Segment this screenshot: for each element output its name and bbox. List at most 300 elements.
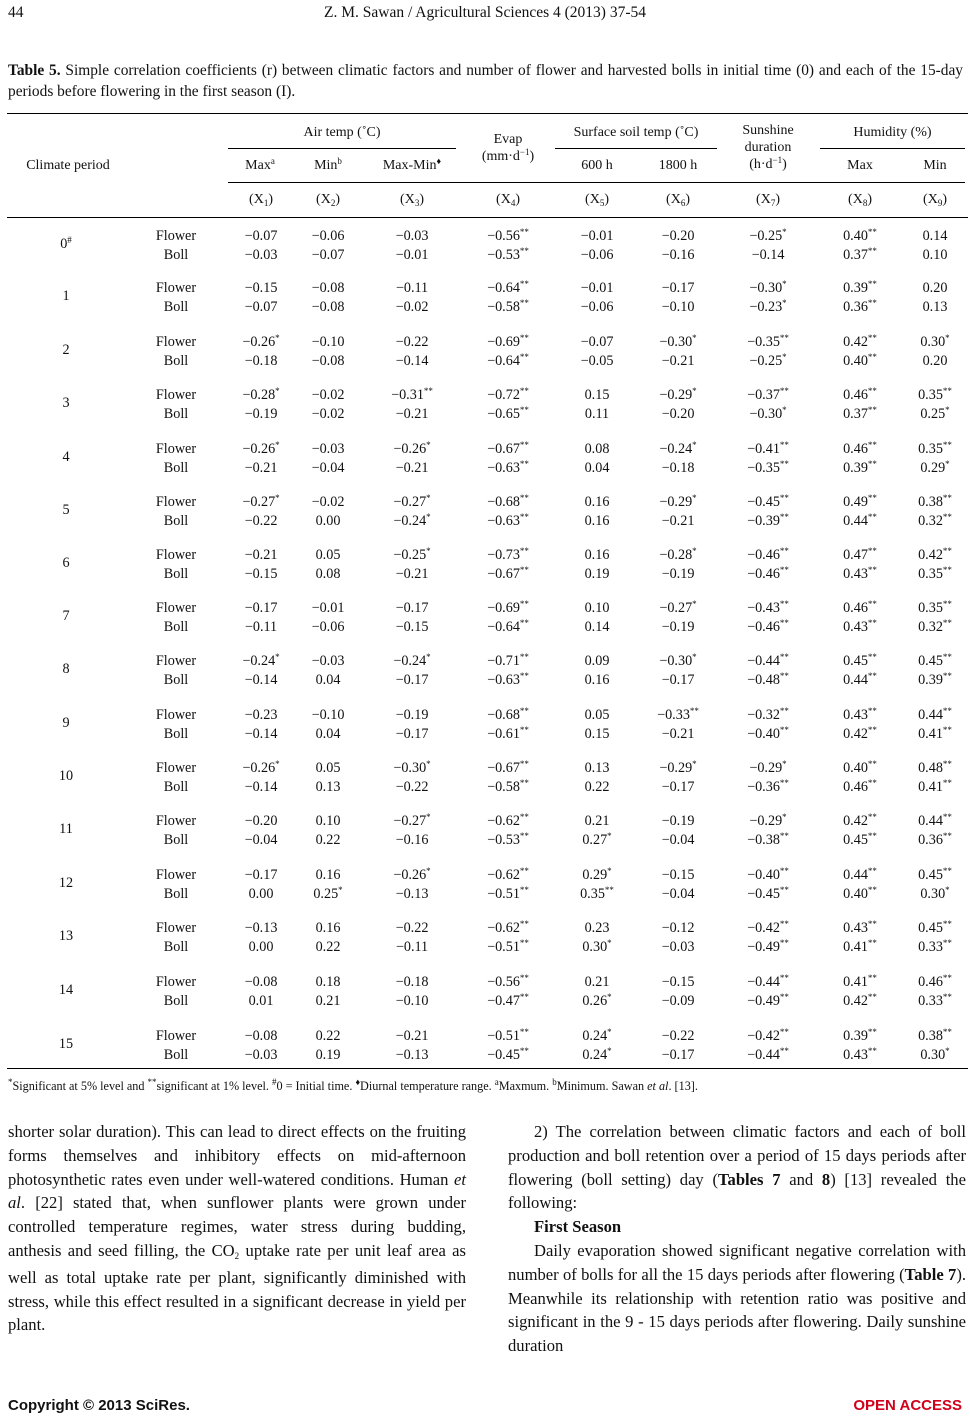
header-max: Max$^a$ — [245, 156, 275, 173]
table-cell: 0.27* — [582, 830, 612, 848]
table-cell: −0.03 — [661, 938, 695, 955]
table-cell: −0.25* — [393, 546, 431, 563]
period-label: 7 — [62, 608, 70, 624]
table-cell: −0.12 — [661, 920, 695, 936]
table-cell: 0.10 — [922, 246, 948, 263]
table-cell: −0.51** — [487, 884, 529, 902]
table-cell: −0.46** — [747, 617, 789, 635]
table-cell: 0.19 — [315, 1046, 341, 1063]
table-cell: −0.67** — [487, 759, 529, 776]
table-cell: 0.20 — [922, 280, 948, 296]
table-footnote: *Significant at 5% level and **significant at 1% level. #0 = Initial time. ♦Diurnal temperature range. $^a$Maxmum. $^b$Minimum. Sawan et al. [13]. — [8, 1077, 698, 1093]
table-cell: 0.44** — [843, 670, 877, 688]
x-label: $(X_3)$ — [400, 192, 424, 208]
table-cell: −0.22 — [395, 334, 429, 350]
table-cell: 0.16 — [584, 547, 610, 563]
table-cell: −0.06 — [311, 618, 345, 635]
table-cell: −0.14 — [395, 352, 429, 369]
boll-row-label: Boll — [163, 565, 189, 582]
right-paragraph-2: Daily evaporation showed significant negative correlation with number of bolls for all the 15 days periods after flowering (Table 7). Meanwhile its relationship with retention ratio was positive and significant in the 9 - 15 days periods after flowering. Daily sunshine duration — [508, 1240, 966, 1356]
table-cell: 0.39** — [843, 279, 877, 296]
table-cell: −0.33** — [657, 706, 699, 723]
running-head — [0, 4, 970, 24]
table-cell: −0.08 — [311, 280, 345, 296]
table-cell: −0.21 — [661, 352, 695, 369]
table-cell: −0.58** — [487, 297, 529, 315]
table-header-rule — [7, 217, 968, 218]
boll-row-label: Boll — [163, 1046, 189, 1063]
table-cell: −0.18 — [244, 352, 278, 369]
flower-row-label: Flower — [155, 707, 197, 723]
boll-row-label: Boll — [163, 298, 189, 315]
table-cell: −0.71** — [487, 652, 529, 669]
flower-row-label: Flower — [155, 228, 197, 244]
table-cell: 0.25* — [313, 884, 343, 902]
table-cell: −0.22 — [244, 512, 278, 529]
period-label: 1 — [62, 288, 70, 304]
table-cell: 0.35** — [918, 386, 952, 403]
table-cell: 0.10 — [315, 813, 341, 829]
table-cell: −0.42** — [747, 919, 789, 936]
table-cell: 0.08 — [584, 441, 610, 457]
table-cell: −0.64** — [487, 617, 529, 635]
x-label: $(X_9)$ — [923, 192, 947, 208]
table-cell: 0.45** — [843, 830, 877, 848]
table-cell: −0.29* — [749, 759, 787, 776]
table-cell: −0.10 — [661, 298, 695, 315]
table-cell: 0.00 — [315, 512, 341, 529]
boll-row-label: Boll — [163, 885, 189, 902]
table-cell: −0.04 — [661, 831, 695, 848]
table-cell: −0.67** — [487, 440, 529, 457]
table-cell: −0.11 — [395, 938, 429, 955]
table-cell: −0.11 — [244, 618, 278, 635]
table-cell: −0.63** — [487, 511, 529, 529]
table-cell: −0.10 — [311, 707, 345, 723]
flower-row-label: Flower — [155, 920, 197, 936]
table-cell: 0.30* — [920, 333, 950, 350]
boll-row-label: Boll — [163, 992, 189, 1009]
period-label: 3 — [62, 395, 70, 411]
boll-row-label: Boll — [163, 405, 189, 422]
table-cell: −0.04 — [311, 459, 345, 476]
table-cell: −0.19 — [661, 565, 695, 582]
table-cell: −0.32** — [747, 706, 789, 723]
table-cell: −0.56** — [487, 973, 529, 990]
period-label: 6 — [62, 555, 70, 571]
table-cell: −0.53** — [487, 245, 529, 263]
table-cell: 0.25* — [920, 404, 950, 422]
table-cell: −0.17 — [661, 671, 695, 688]
table-cell: −0.08 — [244, 974, 278, 990]
x-label: $(X_8)$ — [848, 192, 872, 208]
flower-row-label: Flower — [155, 1028, 197, 1044]
table-cell: −0.26* — [242, 333, 280, 350]
table-cell: −0.15 — [395, 618, 429, 635]
table-cell: −0.21 — [395, 405, 429, 422]
section-heading: First Season — [534, 1217, 622, 1237]
table-cell: −0.01 — [395, 246, 429, 263]
table-cell: −0.44** — [747, 1045, 789, 1063]
table-cell: −0.26* — [242, 759, 280, 776]
table-cell: −0.19 — [661, 813, 695, 829]
flower-row-label: Flower — [155, 653, 197, 669]
table-cell: 0.24* — [582, 1027, 612, 1044]
table-cell: −0.43** — [747, 599, 789, 616]
table-cell: 0.42** — [843, 991, 877, 1009]
table-cell: 0.39** — [843, 1027, 877, 1044]
table-cell: −0.30* — [393, 759, 431, 776]
boll-row-label: Boll — [163, 671, 189, 688]
table-cell: 0.33** — [918, 937, 952, 955]
boll-row-label: Boll — [163, 831, 189, 848]
soil-temp-rule — [555, 148, 717, 149]
table-cell: 0.18 — [315, 974, 341, 990]
table-cell: 0.42** — [843, 812, 877, 829]
table-cell: −0.11 — [395, 280, 429, 296]
table-cell: −0.27* — [393, 812, 431, 829]
table-cell: −0.46** — [747, 546, 789, 563]
table-cell: −0.38** — [747, 830, 789, 848]
table-cell: −0.36** — [747, 777, 789, 795]
boll-row-label: Boll — [163, 725, 189, 742]
table-cell: 0.04 — [584, 459, 610, 476]
period-label: 4 — [62, 449, 70, 465]
table-cell: −0.28* — [242, 386, 280, 403]
table-cell: −0.17 — [395, 600, 429, 616]
table-cell: −0.69** — [487, 333, 529, 350]
table-cell: −0.23 — [244, 707, 278, 723]
table-cell: −0.65** — [487, 404, 529, 422]
table-cell: 0.21 — [584, 813, 610, 829]
right-paragraph-1: 2) The correlation between climatic factors and each of boll production and boll retention over a period of 15 days periods after flowering (boll setting) day (Tables 7 and 8) [13] revealed the following: — [508, 1122, 966, 1213]
table-cell: −0.30* — [749, 279, 787, 296]
period-label: 0# — [60, 235, 72, 252]
table-cell: −0.37** — [747, 386, 789, 403]
humidity-rule — [820, 148, 965, 149]
table-cell: 0.16 — [584, 494, 610, 510]
table-cell: −0.61** — [487, 724, 529, 742]
period-label: 8 — [62, 661, 70, 677]
table-cell: 0.22 — [315, 1028, 341, 1044]
table-cell: 0.05 — [584, 707, 610, 723]
table-cell: 0.16 — [584, 512, 610, 529]
table-cell: −0.26* — [242, 440, 280, 457]
table-cell: 0.46** — [843, 777, 877, 795]
table-cell: 0.35** — [918, 599, 952, 616]
table-cell: −0.15 — [244, 280, 278, 296]
table-cell: −0.10 — [395, 992, 429, 1009]
table-cell: −0.25* — [749, 227, 787, 244]
table-cell: −0.10 — [311, 334, 345, 350]
table-cell: 0.09 — [584, 653, 610, 669]
table-cell: 0.49** — [843, 493, 877, 510]
table-cell: −0.17 — [661, 280, 695, 296]
table-cell: 0.16 — [315, 867, 341, 883]
table-cell: −0.45** — [747, 884, 789, 902]
table-cell: −0.30* — [659, 333, 697, 350]
table-top-rule — [7, 113, 968, 114]
table-cell: −0.21 — [661, 725, 695, 742]
boll-row-label: Boll — [163, 512, 189, 529]
table-cell: −0.17 — [661, 778, 695, 795]
table-cell: 0.37** — [843, 245, 877, 263]
x-label: $(X_5)$ — [585, 192, 609, 208]
period-label: 14 — [58, 982, 74, 998]
table-cell: −0.63** — [487, 458, 529, 476]
table-cell: −0.02 — [311, 494, 345, 510]
table-cell: −0.28* — [659, 546, 697, 563]
table-cell: 0.41** — [918, 777, 952, 795]
table-cell: −0.18 — [395, 974, 429, 990]
table-cell: −0.51** — [487, 937, 529, 955]
table-cell: −0.31** — [391, 386, 433, 403]
table-cell: 0.23 — [584, 920, 610, 936]
x-label: $(X_1)$ — [249, 192, 273, 208]
period-label: 11 — [59, 821, 73, 837]
flower-row-label: Flower — [155, 387, 197, 403]
table-cell: −0.13 — [395, 885, 429, 902]
table-cell: −0.03 — [244, 246, 278, 263]
table-cell: −0.07 — [244, 298, 278, 315]
table-cell: −0.13 — [244, 920, 278, 936]
boll-row-label: Boll — [163, 778, 189, 795]
header-humidity: Humidity (%) — [853, 125, 932, 140]
table-cell: 0.44** — [918, 812, 952, 829]
table-cell: 0.24* — [582, 1045, 612, 1063]
table-cell: 0.32** — [918, 617, 952, 635]
table-cell: −0.04 — [244, 831, 278, 848]
table-cell: 0.30* — [920, 1045, 950, 1063]
boll-row-label: Boll — [163, 352, 189, 369]
table-cell: 0.15 — [584, 387, 610, 403]
table-cell: 0.33** — [918, 991, 952, 1009]
table-cell: 0.37** — [843, 404, 877, 422]
table-cell: 0.08 — [315, 565, 341, 582]
table-cell: −0.18 — [661, 459, 695, 476]
table-cell: −0.63** — [487, 670, 529, 688]
header-hum-min: Min — [923, 158, 947, 173]
flower-row-label: Flower — [155, 867, 197, 883]
table-cell: −0.13 — [395, 1046, 429, 1063]
table-cell: 0.16 — [315, 920, 341, 936]
flower-row-label: Flower — [155, 494, 197, 510]
header-soil-temp: Surface soil temp (˚C) — [573, 125, 699, 140]
table-cell: −0.14 — [244, 671, 278, 688]
table-cell: −0.21 — [661, 512, 695, 529]
table-cell: −0.67** — [487, 564, 529, 582]
table-cell: −0.14 — [244, 725, 278, 742]
flower-row-label: Flower — [155, 441, 197, 457]
table-cell: 0.40** — [843, 759, 877, 776]
table-cell: −0.08 — [311, 352, 345, 369]
table-cell: −0.72** — [487, 386, 529, 403]
table-cell: 0.13 — [922, 298, 948, 315]
period-label: 5 — [62, 502, 70, 518]
table-cell: 0.21 — [315, 992, 341, 1009]
boll-row-label: Boll — [163, 246, 189, 263]
table-cell: −0.51** — [487, 1027, 529, 1044]
table-cell: 0.40** — [843, 884, 877, 902]
table-cell: 0.36** — [918, 830, 952, 848]
table-cell: 0.44** — [918, 706, 952, 723]
table-cell: 0.19 — [584, 565, 610, 582]
table-cell: −0.27* — [659, 599, 697, 616]
left-column — [8, 1120, 466, 1337]
left-paragraph: shorter solar duration). This can lead to direct effects on the fruiting forms themselves and inhibitory effects on mid-afternoon photosynthetic rates even under well-watered conditions. Human et al. [22] stated that, when sunflower plants were grown under controlled temperature regimes, water stress during budding, anthesis and seed filling, the $CO_2$ uptake rate per unit leaf area as well as total uptake rate per plant, significantly diminished with stress, while this effect resulted in a significant decrease in yield per plant. — [8, 1122, 466, 1335]
boll-row-label: Boll — [163, 459, 189, 476]
table-cell: −0.49** — [747, 991, 789, 1009]
table-cell: −0.03 — [244, 1046, 278, 1063]
xlabel-rule — [228, 182, 965, 183]
table-cell: 0.22 — [315, 831, 341, 848]
x-label: $(X_7)$ — [756, 192, 780, 208]
table-7-ref: Table 7 — [904, 1264, 957, 1284]
table-cell: −0.07 — [580, 334, 614, 350]
table-cell: −0.29* — [749, 812, 787, 829]
table-cell: −0.22 — [395, 778, 429, 795]
table-cell: −0.29* — [659, 759, 697, 776]
boll-row-label: Boll — [163, 618, 189, 635]
table-cell: −0.68** — [487, 493, 529, 510]
table-cell: 0.43** — [843, 564, 877, 582]
air-temp-rule — [228, 148, 456, 149]
table-cell: 0.35** — [918, 440, 952, 457]
table-cell: −0.41** — [747, 440, 789, 457]
table-cell: 0.46** — [843, 599, 877, 616]
table-cell: −0.19 — [395, 707, 429, 723]
table-cell: 0.21 — [584, 974, 610, 990]
table-cell: −0.01 — [580, 228, 614, 244]
table-cell: 0.35** — [918, 564, 952, 582]
table-cell: −0.17 — [244, 600, 278, 616]
table-cell: −0.17 — [244, 867, 278, 883]
header-max-min: Max-Min♦ — [382, 156, 442, 173]
table-cell: 0.43** — [843, 706, 877, 723]
table-cell: 0.38** — [918, 493, 952, 510]
table-cell: −0.24* — [242, 652, 280, 669]
table-cell: −0.73** — [487, 546, 529, 563]
table-cell: −0.02 — [311, 387, 345, 403]
table-cell: −0.05 — [580, 352, 614, 369]
table-cell: 0.11 — [584, 405, 610, 422]
header-climate-period: Climate period — [26, 158, 110, 173]
header-1800h: 1800 h — [658, 158, 698, 173]
table-cell: −0.40** — [747, 866, 789, 883]
table-cell: 0.05 — [315, 760, 341, 776]
table-cell: −0.26* — [393, 866, 431, 883]
table-cell: −0.07 — [311, 246, 345, 263]
table-cell: −0.39** — [747, 511, 789, 529]
table-cell: 0.44** — [843, 866, 877, 883]
period-label: 10 — [58, 768, 74, 784]
table-cell: −0.64** — [487, 351, 529, 369]
table-cell: 0.38** — [918, 1027, 952, 1044]
table-cell: 0.40** — [843, 227, 877, 244]
table-caption — [8, 60, 963, 102]
table-cell: −0.16 — [395, 831, 429, 848]
table-cell: 0.36** — [843, 297, 877, 315]
table-cell: 0.35** — [580, 884, 614, 902]
journal-citation: Z. M. Sawan / Agricultural Sciences 4 (2013) 37-54 — [324, 4, 646, 21]
table-cell: 0.41** — [918, 724, 952, 742]
table-cell: −0.21 — [395, 565, 429, 582]
table-cell: 0.39** — [918, 670, 952, 688]
period-label: 9 — [62, 715, 70, 731]
table-cell: −0.09 — [661, 992, 695, 1009]
table-cell: 0.00 — [248, 938, 274, 955]
table-cell: 0.05 — [315, 547, 341, 563]
tables-7-ref: Tables 7 — [717, 1169, 781, 1189]
table-cell: 0.00 — [248, 885, 274, 902]
table-cell: 0.26* — [582, 991, 612, 1009]
table-cell: −0.03 — [311, 653, 345, 669]
table-cell: −0.16 — [661, 246, 695, 263]
header-hum-max: Max — [847, 158, 873, 173]
table-cell: 0.15 — [584, 725, 610, 742]
table-cell: 0.29* — [582, 866, 612, 883]
table-cell: −0.30* — [749, 404, 787, 422]
period-label: 15 — [58, 1036, 74, 1052]
table-cell: 0.30* — [582, 937, 612, 955]
table-cell: −0.30* — [659, 652, 697, 669]
table-cell: 0.10 — [584, 600, 610, 616]
flower-row-label: Flower — [155, 974, 197, 990]
table-cell: 0.30* — [920, 884, 950, 902]
table-cell: −0.24* — [393, 511, 431, 529]
table-cell: −0.01 — [311, 600, 345, 616]
table-cell: −0.35** — [747, 458, 789, 476]
table-cell: −0.26* — [393, 440, 431, 457]
table-cell: −0.27* — [242, 493, 280, 510]
period-label: 12 — [58, 875, 74, 891]
flower-row-label: Flower — [155, 280, 197, 296]
table-cell: 0.20 — [922, 352, 948, 369]
header-evap: Evap $(mm\cdot d^{-1})$ — [481, 132, 535, 164]
table-cell: −0.49** — [747, 937, 789, 955]
header-min: Min$^b$ — [314, 156, 342, 173]
table-bottom-rule — [7, 1068, 968, 1069]
table-cell: −0.25* — [749, 351, 787, 369]
footer-open-access: OPEN ACCESS — [853, 1397, 962, 1414]
table-cell: −0.15 — [661, 867, 695, 883]
table-cell: 0.14 — [922, 228, 948, 244]
table-cell: −0.29* — [659, 493, 697, 510]
table-cell: 0.04 — [315, 671, 341, 688]
table-cell: −0.01 — [580, 280, 614, 296]
table-cell: −0.20 — [661, 405, 695, 422]
table-cell: −0.23* — [749, 297, 787, 315]
table-cell: −0.62** — [487, 919, 529, 936]
table-cell: −0.17 — [395, 725, 429, 742]
table-cell: 0.47** — [843, 546, 877, 563]
table-cell: −0.04 — [661, 885, 695, 902]
table-cell: −0.53** — [487, 830, 529, 848]
table-cell: −0.21 — [395, 1028, 429, 1044]
table-cell: 0.01 — [248, 992, 274, 1009]
table-cell: −0.35** — [747, 333, 789, 350]
table-cell: 0.46** — [843, 386, 877, 403]
flower-row-label: Flower — [155, 334, 197, 350]
table-cell: −0.08 — [311, 298, 345, 315]
table-cell: 0.22 — [315, 938, 341, 955]
table-cell: −0.44** — [747, 652, 789, 669]
table-cell: −0.40** — [747, 724, 789, 742]
page-number: 44 — [8, 4, 24, 21]
table-cell: −0.17 — [395, 671, 429, 688]
table-cell: 0.45** — [918, 919, 952, 936]
table-cell: −0.42** — [747, 1027, 789, 1044]
